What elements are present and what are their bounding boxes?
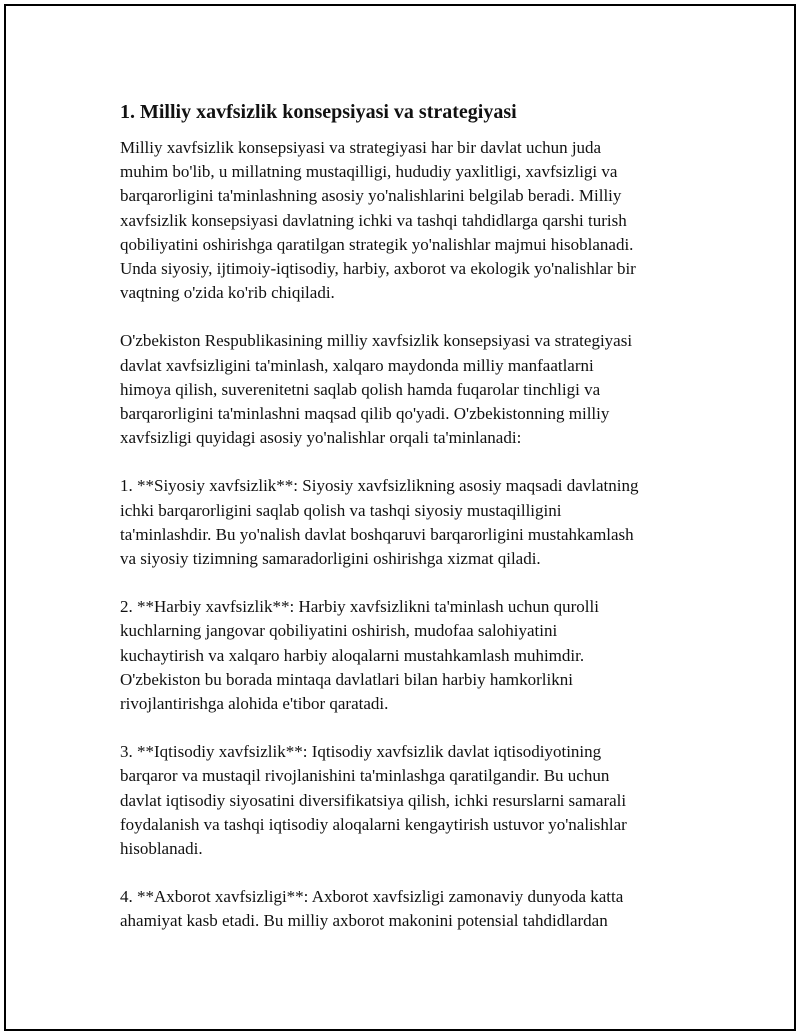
list-item-political	[120, 474, 690, 571]
paragraph-uzbekistan	[120, 329, 690, 450]
paragraph-intro	[120, 136, 690, 305]
text-line: muhim bo'lib, u millatning mustaqilligi, hududiy yaxlitligi, xavfsizligi va	[120, 162, 618, 182]
text-line: 1. **Siyosiy xavfsizlik**: Siyosiy xavfsizlikning asosiy maqsadi davlatning	[120, 476, 639, 496]
text-line: xavfsizlik konsepsiyasi davlatning ichki va tashqi tahdidlarga qarshi turish	[120, 210, 627, 230]
text-line: ta'minlashdir. Bu yo'nalish davlat boshqaruvi barqarorligini mustahkamlash	[120, 524, 634, 544]
text-line: 2. **Harbiy xavfsizlik**: Harbiy xavfsizlikni ta'minlash uchun qurolli	[120, 597, 599, 617]
text-line: Unda siyosiy, ijtimoiy-iqtisodiy, harbiy, axborot va ekologik yo'nalishlar bir	[120, 259, 636, 279]
text-line: ichki barqarorligini saqlab qolish va tashqi siyosiy mustaqilligini	[120, 500, 562, 520]
text-line: kuchaytirish va xalqaro harbiy aloqalarni mustahkamlash muhimdir.	[120, 645, 585, 665]
text-line: O'zbekiston bu borada mintaqa davlatlari bilan harbiy hamkorlikni	[120, 669, 573, 689]
text-line: foydalanish va tashqi iqtisodiy aloqalarni kengaytirish ustuvor yo'nalishlar	[120, 814, 627, 834]
text-line: hisoblanadi.	[120, 839, 203, 859]
list-item-information	[120, 885, 690, 933]
text-line: Milliy xavfsizlik konsepsiyasi va strategiyasi har bir davlat uchun juda	[120, 138, 602, 157]
text-line: ahamiyat kasb etadi. Bu milliy axborot makonini potensial tahdidlardan	[120, 911, 608, 931]
text-line: 4. **Axborot xavfsizligi**: Axborot xavfsizligi zamonaviy dunyoda katta	[120, 887, 624, 907]
text-line: himoya qilish, suverenitetni saqlab qolish hamda fuqarolar tinchligi va	[120, 379, 601, 399]
text-line: kuchlarning jangovar qobiliyatini oshirish, mudofaa salohiyatini	[120, 621, 558, 641]
text-line: barqarorligini ta'minlashning asosiy yo'nalishlarini belgilab beradi. Milliy	[120, 186, 622, 206]
page-frame	[4, 4, 796, 1031]
list-item-economic	[120, 740, 690, 861]
text-line: O'zbekiston Respublikasining milliy xavfsizlik konsepsiyasi va strategiyasi	[120, 331, 633, 351]
list-item-military	[120, 595, 690, 716]
text-line: vaqtning o'zida ko'rib chiqiladi.	[120, 283, 335, 303]
document-body	[120, 98, 690, 958]
text-line: 3. **Iqtisodiy xavfsizlik**: Iqtisodiy xavfsizlik davlat iqtisodiyotining	[120, 742, 602, 762]
text-line: barqaror va mustaqil rivojlanishini ta'minlashga qaratilgandir. Bu uchun	[120, 766, 610, 786]
text-line: davlat xavfsizligini ta'minlash, xalqaro maydonda milliy manfaatlarni	[120, 355, 594, 375]
text-line: qobiliyatini oshirishga qaratilgan strategik yo'nalishlar majmui hisoblanadi.	[120, 234, 634, 254]
section-heading: 1. Milliy xavfsizlik konsepsiyasi va strategiyasi	[120, 101, 517, 123]
text-line: rivojlantirishga alohida e'tibor qaratadi.	[120, 694, 389, 714]
text-line: xavfsizligi quyidagi asosiy yo'nalishlar orqali ta'minlanadi:	[120, 428, 522, 448]
text-line: davlat iqtisodiy siyosatini diversifikatsiya qilish, ichki resurslarni samarali	[120, 790, 627, 810]
text-line: va siyosiy tizimning samaradorligini oshirishga xizmat qiladi.	[120, 549, 541, 569]
text-line: barqarorligini ta'minlashni maqsad qilib qo'yadi. O'zbekistonning milliy	[120, 404, 610, 424]
